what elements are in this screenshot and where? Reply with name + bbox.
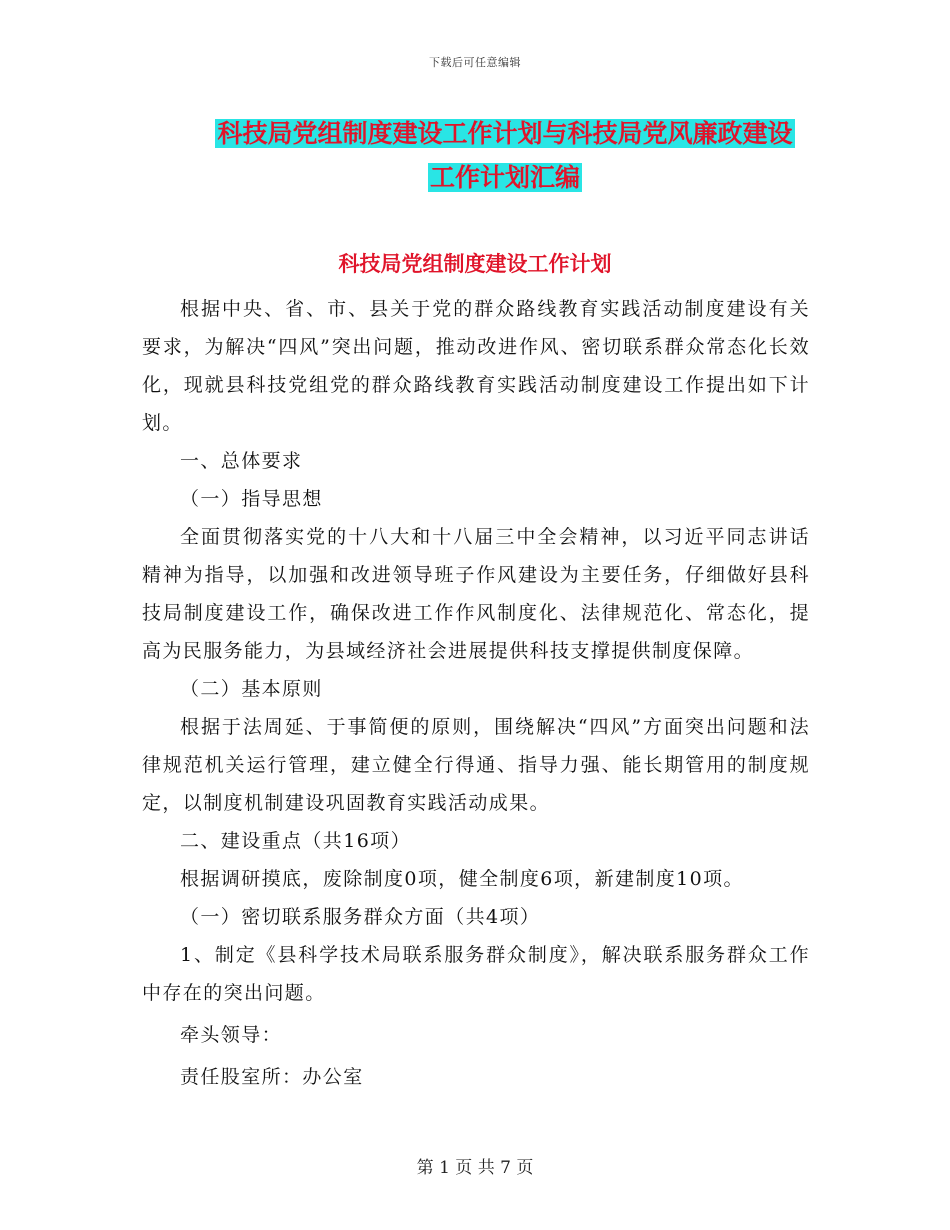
heading-key-points: 二、建设重点（共16项）: [180, 830, 411, 852]
heading-serving-masses: （一）密切联系服务群众方面（共4项）: [180, 906, 541, 928]
paragraph-guiding-ideology: 全面贯彻落实党的十八大和十八届三中全会精神，以习近平同志讲话精神为指导，以加强和改进领导班子作风建设为主要任务，仔细做好县科技局制度建设工作，确保改进工作作风制度化、法律规范化、常态化，提高为民服务能力，为县域经济社会进展提供科技支撑提供制度保障。: [142, 526, 810, 662]
paragraph-intro: 根据中央、省、市、县关于党的群众路线教育实践活动制度建设有关要求，为解决“四风”突出问题，推动改进作风、密切联系群众常态化长效化，现就县科技党组党的群众路线教育实践活动制度建设工作提出如下计划。: [142, 298, 810, 434]
document-title: [140, 112, 870, 200]
paragraph-item-1: 1、制定《县科学技术局联系服务群众制度》，解决联系服务群众工作中存在的突出问题。: [142, 944, 810, 1004]
page-header-note: 下载后可任意编辑: [429, 56, 521, 69]
paragraph-basic-principles: 根据于法周延、于事简便的原则，围绕解决“四风”方面突出问题和法律规范机关运行管理，建立健全行得通、指导力强、能长期管用的制度规定，以制度机制建设巩固教育实践活动成果。: [142, 716, 810, 814]
document-title-line-2: 工作计划汇编: [429, 163, 580, 192]
paragraph-key-points: 根据调研摸底，废除制度0项，健全制度6项，新建制度10项。: [180, 868, 744, 890]
paragraph-responsible-office: 责任股室所：办公室: [180, 1066, 364, 1088]
section-title: 科技局党组制度建设工作计划: [338, 251, 612, 276]
heading-general-requirements: 一、总体要求: [180, 450, 303, 472]
heading-guiding-ideology: （一）指导思想: [180, 488, 323, 510]
document-title-line-1: 科技局党组制度建设工作计划与科技局党风廉政建设: [217, 119, 793, 148]
heading-basic-principles: （二）基本原则: [180, 678, 323, 700]
paragraph-lead-leader: 牵头领导：: [180, 1024, 283, 1046]
document-body: [142, 290, 810, 1096]
page-footer: 第 1 页 共 7 页: [416, 1158, 534, 1178]
